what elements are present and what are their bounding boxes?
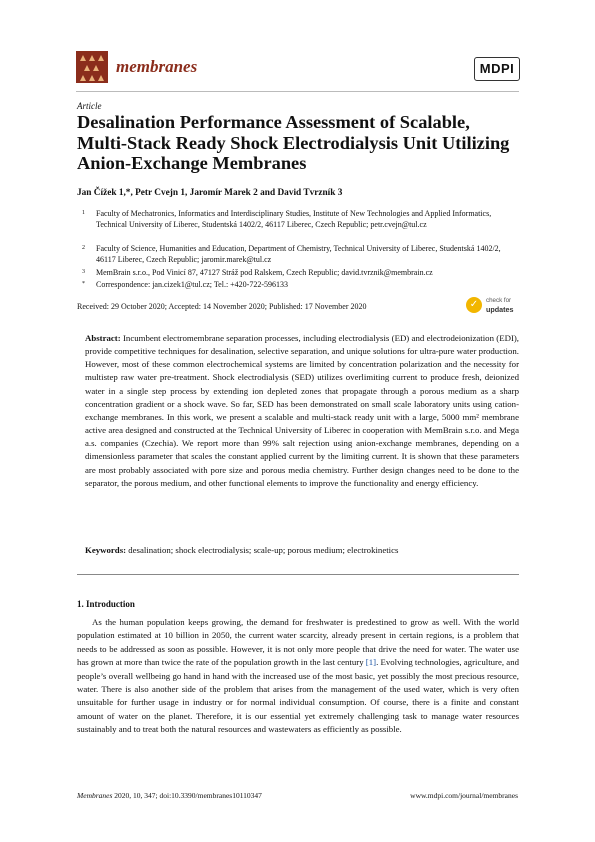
publisher-logo: MDPI bbox=[474, 57, 520, 81]
section-divider bbox=[77, 574, 519, 575]
article-type: Article bbox=[77, 101, 102, 111]
affiliation-text: MemBrain s.r.o., Pod Vinicí 87, 47127 Stráž pod Ralskem, Czech Republic; david.tvrznik@membrain.cz bbox=[96, 268, 433, 277]
footer-url[interactable]: www.mdpi.com/journal/membranes bbox=[410, 791, 518, 800]
footer-citation: Membranes 2020, 10, 347; doi:10.3390/membranes10110347 bbox=[77, 791, 262, 800]
affiliation-number: 1 bbox=[82, 210, 85, 216]
introduction-paragraph: As the human population keeps growing, the demand for freshwater is predestined to grow as well. With the world population estimated at 10 billion in 2050, the current water scarcity, already present in certain regions, is a problem that needs to be addressed as soon as possible. However, it is not only more people that drive the need for water. The water use has grown at more than twice the rate of the population growth in the last century [1]. Evolving technologies, agriculture, and people’s overall wellbeing go hand in hand with the increased use of the most basic, yet possibly the most precious resource, water. There is also another side of the problem that arises from the management of the used water, which is very often unsuitable for further usage in industry or for normal individual consumption. Of course, there is a finite and constant amount of water on the planet. Therefore, it is our essential yet extremely challenging task to manage water resources sustainably and to treat both the natural resources and wastewaters as efficiently as possible. bbox=[77, 617, 519, 735]
journal-logo bbox=[76, 51, 108, 83]
article-title: Desalination Performance Assessment of Scalable, Multi-Stack Ready Shock Electrodialysis Unit Utilizing Anion-Exchange Membranes bbox=[77, 112, 510, 173]
abstract bbox=[85, 332, 519, 490]
affiliation-number: 3 bbox=[82, 269, 85, 275]
section-heading: 1. Introduction bbox=[77, 599, 135, 609]
journal-name: membranes bbox=[116, 57, 198, 76]
keywords-label: Keywords: bbox=[85, 545, 127, 555]
abstract-label: Abstract: bbox=[85, 333, 121, 343]
check-for-updates-badge[interactable]: ✓ check for updates bbox=[466, 296, 518, 316]
keywords-text: desalination; shock electrodialysis; scale-up; porous medium; electrokinetics bbox=[128, 545, 399, 555]
correspondence-text[interactable]: Correspondence: jan.cizek1@tul.cz; Tel.: +420-722-596133 bbox=[96, 280, 289, 289]
affiliation-text: Faculty of Science, Humanities and Education, Department of Chemistry, Technical University of Liberec, Studentská 1402/2, 46117 Liberec, Czech Republic; jaromir.marek@tul.cz bbox=[96, 244, 501, 265]
header-divider bbox=[76, 91, 519, 92]
affiliation-number: * bbox=[82, 281, 85, 287]
affiliation-number: 2 bbox=[82, 245, 85, 251]
keywords bbox=[85, 545, 519, 555]
citation-link[interactable]: [1] bbox=[365, 657, 377, 668]
check-icon: ✓ bbox=[466, 297, 482, 313]
abstract-text: Incumbent electromembrane separation processes, including electrodialysis (ED) and electrodeionization (EDI), provide competitive techniques for desalination, selective separation, and unique solutions for ultra-pure water production. However, most of these common electrochemical systems are limited by concentration polarization and the necessity for multistep raw water pre-treatment. Shock electrodialysis (SED) utilizes overlimiting current to produce fresh, deionized water in a single step process by extending ion depleted zones that propagate through a porous medium as a sharp concentration gradient or a shock wave. So far, SED has been demonstrated on small scale laboratory units using cation-exchange membranes. In this work, we present a scalable and multi-stack ready unit with a large, 5000 mm² membrane active area designed and constructed at the Technical University of Liberec in cooperation with MemBrain s.r.o. and Mega a.s. companies (Czechia). We report more than 99% salt rejection using anion-exchange membranes, depending on a dimensionless parameter that scales the constant applied current by the limiting current. It is shown that these parameters are most probably associated with pore size and porous media chemistry. Further design changes need to be done to the separator, the porous medium, and other functional elements to improve the functionality and energy efficiency. bbox=[85, 333, 520, 488]
affiliation-text: Faculty of Mechatronics, Informatics and Interdisciplinary Studies, Institute of New Technologies and Applied Informatics, Technical University of Liberec, Studentská 1402/2, 46117 Liberec, Czech Republic; petr.cvejn@tul.cz bbox=[96, 209, 492, 230]
publication-dates: Received: 29 October 2020; Accepted: 14 November 2020; Published: 17 November 2020 bbox=[77, 302, 367, 311]
footer-journal: Membranes bbox=[77, 791, 113, 800]
author-list: Jan Čížek 1,*, Petr Cvejn 1, Jaromír Marek 2 and David Tvrzník 3 bbox=[77, 188, 343, 198]
